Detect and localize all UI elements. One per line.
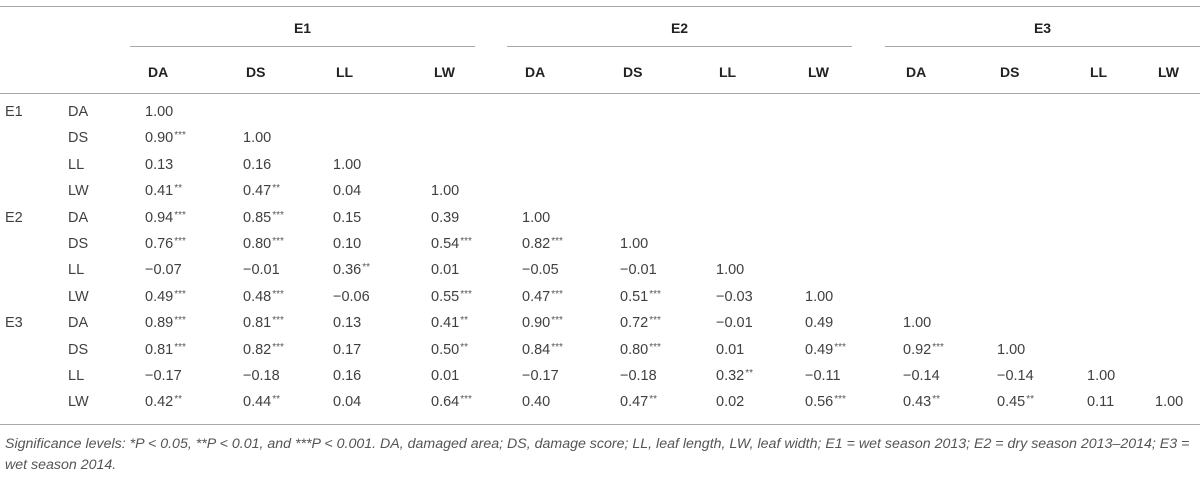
table-cell: 0.45** (997, 394, 1035, 411)
table-cell: 1.00 (620, 236, 649, 252)
table-cell: 0.89*** (145, 315, 186, 332)
table-cell: 1.00 (1155, 394, 1184, 411)
table-cell: 0.80*** (243, 236, 284, 252)
significance-marker: ** (174, 183, 183, 195)
group-rule-e3 (885, 46, 1200, 47)
table-cell: 0.81*** (145, 341, 186, 358)
significance-marker: *** (649, 341, 661, 353)
table-cell: 0.44** (243, 394, 281, 411)
table-cell: 0.39 (431, 209, 460, 226)
significance-marker: *** (460, 236, 472, 247)
table-cell: 0.48*** (243, 288, 284, 305)
column-header-ll: LL (336, 64, 354, 80)
significance-marker: ** (272, 183, 281, 195)
table-cell: −0.03 (716, 288, 753, 305)
significance-marker: *** (174, 130, 186, 142)
significance-marker: ** (932, 394, 941, 406)
significance-marker: ** (362, 262, 371, 274)
table-cell: 0.76*** (145, 236, 186, 252)
table-cell: 0.49*** (805, 341, 846, 358)
significance-marker: *** (460, 288, 472, 300)
significance-marker: *** (834, 394, 846, 406)
table-cell: 0.13 (333, 315, 362, 332)
table-cell: 0.81*** (243, 315, 284, 332)
table-cell: 1.00 (903, 315, 932, 332)
table-cell: 0.16 (333, 368, 362, 384)
row-trait-label: DA (68, 104, 89, 120)
column-header-lw: LW (434, 64, 455, 80)
significance-marker: *** (272, 209, 284, 221)
table-cell: −0.14 (997, 368, 1034, 384)
column-header-da: DA (525, 64, 546, 80)
table-cell: 0.82*** (243, 341, 284, 358)
significance-marker: ** (460, 341, 469, 353)
table-cell: 1.00 (716, 262, 745, 279)
significance-marker: *** (551, 315, 563, 327)
row-trait-label: DS (68, 130, 89, 147)
table-cell: 0.32** (716, 368, 754, 384)
table-cell: 0.16 (243, 156, 272, 173)
table-cell: 0.47** (243, 183, 281, 200)
table-cell: 0.90*** (522, 315, 563, 332)
table-cell: −0.06 (333, 288, 370, 305)
significance-marker: *** (649, 288, 661, 300)
table-cell: 0.94*** (145, 209, 186, 226)
table-cell: 0.72*** (620, 315, 661, 332)
column-header-ll: LL (719, 64, 737, 80)
column-header-ds: DS (246, 64, 266, 80)
row-trait-label: LL (68, 368, 85, 384)
table-cell: 1.00 (145, 104, 174, 120)
table-cell: −0.01 (243, 262, 280, 279)
significance-marker: *** (174, 341, 186, 353)
row-trait-label: LW (68, 394, 89, 411)
table-cell: 0.17 (333, 341, 362, 358)
table-cell: 1.00 (997, 341, 1026, 358)
table-cell: −0.11 (805, 368, 841, 384)
table-cell: 0.49*** (145, 288, 186, 305)
table-cell: 0.54*** (431, 236, 472, 252)
top-rule (0, 6, 1200, 7)
significance-marker: ** (649, 394, 658, 406)
column-header-lw: LW (808, 64, 829, 80)
table-cell: 1.00 (243, 130, 272, 147)
row-trait-label: DS (68, 341, 89, 358)
column-header-ds: DS (1000, 64, 1020, 80)
table-cell: 0.90*** (145, 130, 186, 147)
column-header-ds: DS (623, 64, 643, 80)
table-cell: −0.01 (716, 315, 753, 332)
table-cell: 0.01 (716, 341, 745, 358)
table-cell: 0.01 (431, 368, 460, 384)
significance-marker: *** (272, 288, 284, 300)
table-cell: 1.00 (1087, 368, 1116, 384)
table-cell: −0.18 (620, 368, 657, 384)
significance-marker: ** (174, 394, 183, 406)
column-header-lw: LW (1158, 64, 1179, 80)
table-cell: 0.41** (431, 315, 469, 332)
significance-marker: *** (272, 236, 284, 247)
table-footnote: Significance levels: *P < 0.05, **P < 0.01, and ***P < 0.001. DA, damaged area; DS, damage score; LL, leaf length, LW, leaf width; E1 = wet season 2013; E2 = dry season 2013–2014; E3 = wet season 2014. (5, 436, 1190, 473)
table-cell: 1.00 (431, 183, 460, 200)
table-cell: 0.43** (903, 394, 941, 411)
table-cell: 1.00 (333, 156, 362, 173)
table-cell: 0.92*** (903, 341, 944, 358)
table-cell: −0.01 (620, 262, 657, 279)
table-cell: 0.13 (145, 156, 174, 173)
table-cell: 1.00 (522, 209, 551, 226)
significance-marker: ** (745, 368, 754, 379)
row-trait-label: DS (68, 236, 89, 252)
table-cell: 0.11 (1087, 394, 1115, 411)
table-cell: 0.01 (431, 262, 460, 279)
table-cell: 0.51*** (620, 288, 661, 305)
table-cell: 0.40 (522, 394, 551, 411)
significance-marker: *** (174, 315, 186, 327)
table-cell: 0.47*** (522, 288, 563, 305)
table-cell: 0.64*** (431, 394, 472, 411)
significance-marker: *** (932, 341, 944, 353)
significance-marker: *** (174, 236, 186, 247)
column-header-ll: LL (1090, 64, 1108, 80)
table-cell: 0.15 (333, 209, 362, 226)
table-cell: 0.04 (333, 183, 362, 200)
table-cell: −0.07 (145, 262, 182, 279)
table-cell: 1.00 (805, 288, 834, 305)
row-trait-label: LL (68, 262, 85, 279)
table-cell: 0.80*** (620, 341, 661, 358)
significance-marker: *** (272, 341, 284, 353)
row-trait-label: DA (68, 209, 89, 226)
table-cell: −0.17 (145, 368, 182, 384)
column-header-da: DA (148, 64, 169, 80)
table-cell: 0.85*** (243, 209, 284, 226)
significance-marker: *** (551, 236, 563, 247)
group-rule-e2 (507, 46, 852, 47)
header-rule (0, 93, 1200, 94)
significance-marker: *** (460, 394, 472, 406)
table-cell: −0.18 (243, 368, 280, 384)
row-trait-label: LL (68, 156, 85, 173)
table-cell: 0.47** (620, 394, 658, 411)
column-header-da: DA (906, 64, 927, 80)
significance-marker: ** (272, 394, 281, 406)
table-cell: 0.84*** (522, 341, 563, 358)
significance-marker: *** (551, 341, 563, 353)
significance-marker: *** (834, 341, 846, 353)
group-header-e2: E2 (670, 20, 689, 36)
row-environment-label: E2 (5, 209, 23, 226)
table-cell: 0.10 (333, 236, 362, 252)
table-cell: 0.50** (431, 341, 469, 358)
table-cell: 0.56*** (805, 394, 846, 411)
row-environment-label: E1 (5, 104, 23, 120)
table-cell: 0.36** (333, 262, 371, 279)
significance-marker: *** (649, 315, 661, 327)
row-trait-label: LW (68, 288, 89, 305)
table-cell: 0.82*** (522, 236, 563, 252)
table-cell: 0.49 (805, 315, 834, 332)
group-header-e1: E1 (293, 20, 312, 36)
significance-marker: *** (174, 288, 186, 300)
table-cell: −0.17 (522, 368, 559, 384)
significance-marker: ** (1026, 394, 1035, 406)
table-cell: 0.55*** (431, 288, 472, 305)
significance-marker: *** (551, 288, 563, 300)
table-cell: 0.04 (333, 394, 362, 411)
table-cell: 0.42** (145, 394, 183, 411)
significance-marker: *** (174, 209, 186, 221)
group-header-e3: E3 (1033, 20, 1052, 36)
table-cell: −0.14 (903, 368, 940, 384)
bottom-rule (0, 424, 1200, 425)
row-trait-label: DA (68, 315, 89, 332)
table-cell: 0.02 (716, 394, 745, 411)
table-cell: 0.41** (145, 183, 183, 200)
significance-marker: *** (272, 315, 284, 327)
table-cell: −0.05 (522, 262, 559, 279)
significance-marker: ** (460, 315, 469, 327)
group-rule-e1 (130, 46, 475, 47)
row-environment-label: E3 (5, 315, 23, 332)
row-trait-label: LW (68, 183, 89, 200)
